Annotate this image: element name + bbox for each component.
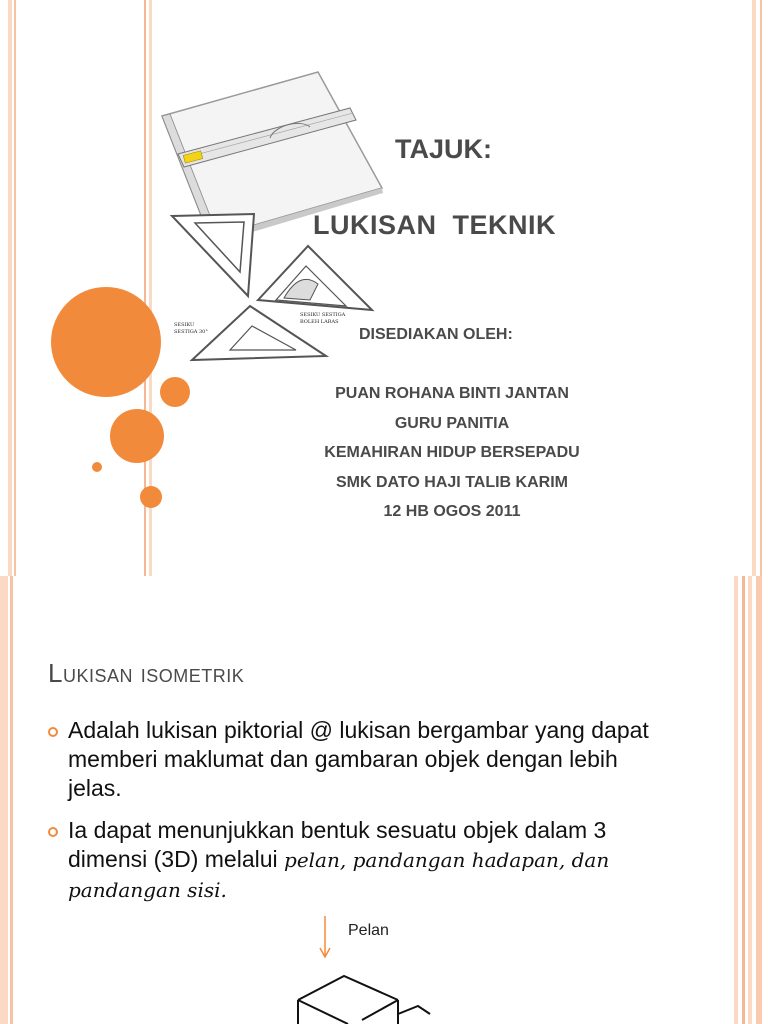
set-square-label: BOLEH LARAS — [300, 319, 339, 325]
decor-stripe — [752, 0, 756, 576]
decor-circle — [110, 409, 164, 463]
decor-stripe — [14, 0, 16, 576]
down-arrow-icon — [318, 914, 332, 960]
isometric-block-diagram — [290, 964, 450, 1024]
slide-content — [0, 576, 768, 1024]
decor-stripe — [734, 576, 738, 1024]
slide-heading: Lukisan isometrik — [48, 658, 245, 688]
author-line: PUAN ROHANA BINTI JANTAN — [335, 385, 569, 402]
decor-circle — [92, 462, 102, 472]
bullet-text-script: pelan, pandangan hadapan, dan pandangan sisi. — [68, 848, 610, 902]
triangle-label: SESTIGA 30° — [174, 329, 208, 335]
author-date: 12 HB OGOS 2011 — [383, 503, 521, 520]
slide-subheading: LUKISAN TEKNIK — [313, 210, 556, 240]
prepared-by-label: DISEDIAKAN OLEH: — [359, 326, 513, 343]
decor-stripe — [742, 576, 745, 1024]
decor-circle — [140, 486, 162, 508]
decor-stripe — [10, 576, 13, 1024]
plan-label: Pelan — [348, 922, 389, 939]
author-line: SMK DATO HAJI TALIB KARIM — [336, 474, 568, 491]
triangle-label: SESIKU — [174, 322, 195, 328]
bullet-text — [68, 816, 668, 905]
decor-stripe — [760, 0, 762, 576]
bullet-text-plain: Ia dapat menunjukkan bentuk sesuatu objek dalam 3 dimensi (3D) melalui — [68, 817, 607, 872]
decor-circle — [51, 287, 161, 397]
bullet-item — [48, 816, 668, 905]
set-square-label: SESIKU SESTIGA — [300, 312, 346, 318]
author-line: KEMAHIRAN HIDUP BERSEPADU — [324, 444, 580, 461]
slide-heading: TAJUK: — [395, 134, 492, 164]
author-line: GURU PANITIA — [394, 415, 510, 432]
decor-stripe — [8, 0, 12, 576]
bullet-text: Adalah lukisan piktorial @ lukisan bergambar yang dapat memberi maklumat dan gambaran objek dengan lebih jelas. — [68, 717, 649, 801]
bullet-icon — [48, 727, 58, 737]
bullet-icon — [48, 827, 58, 837]
bullet-item — [48, 716, 668, 803]
decor-circle — [160, 377, 190, 407]
decor-stripe — [0, 576, 8, 1024]
decor-stripe — [748, 576, 752, 1024]
decor-stripe — [756, 576, 762, 1024]
